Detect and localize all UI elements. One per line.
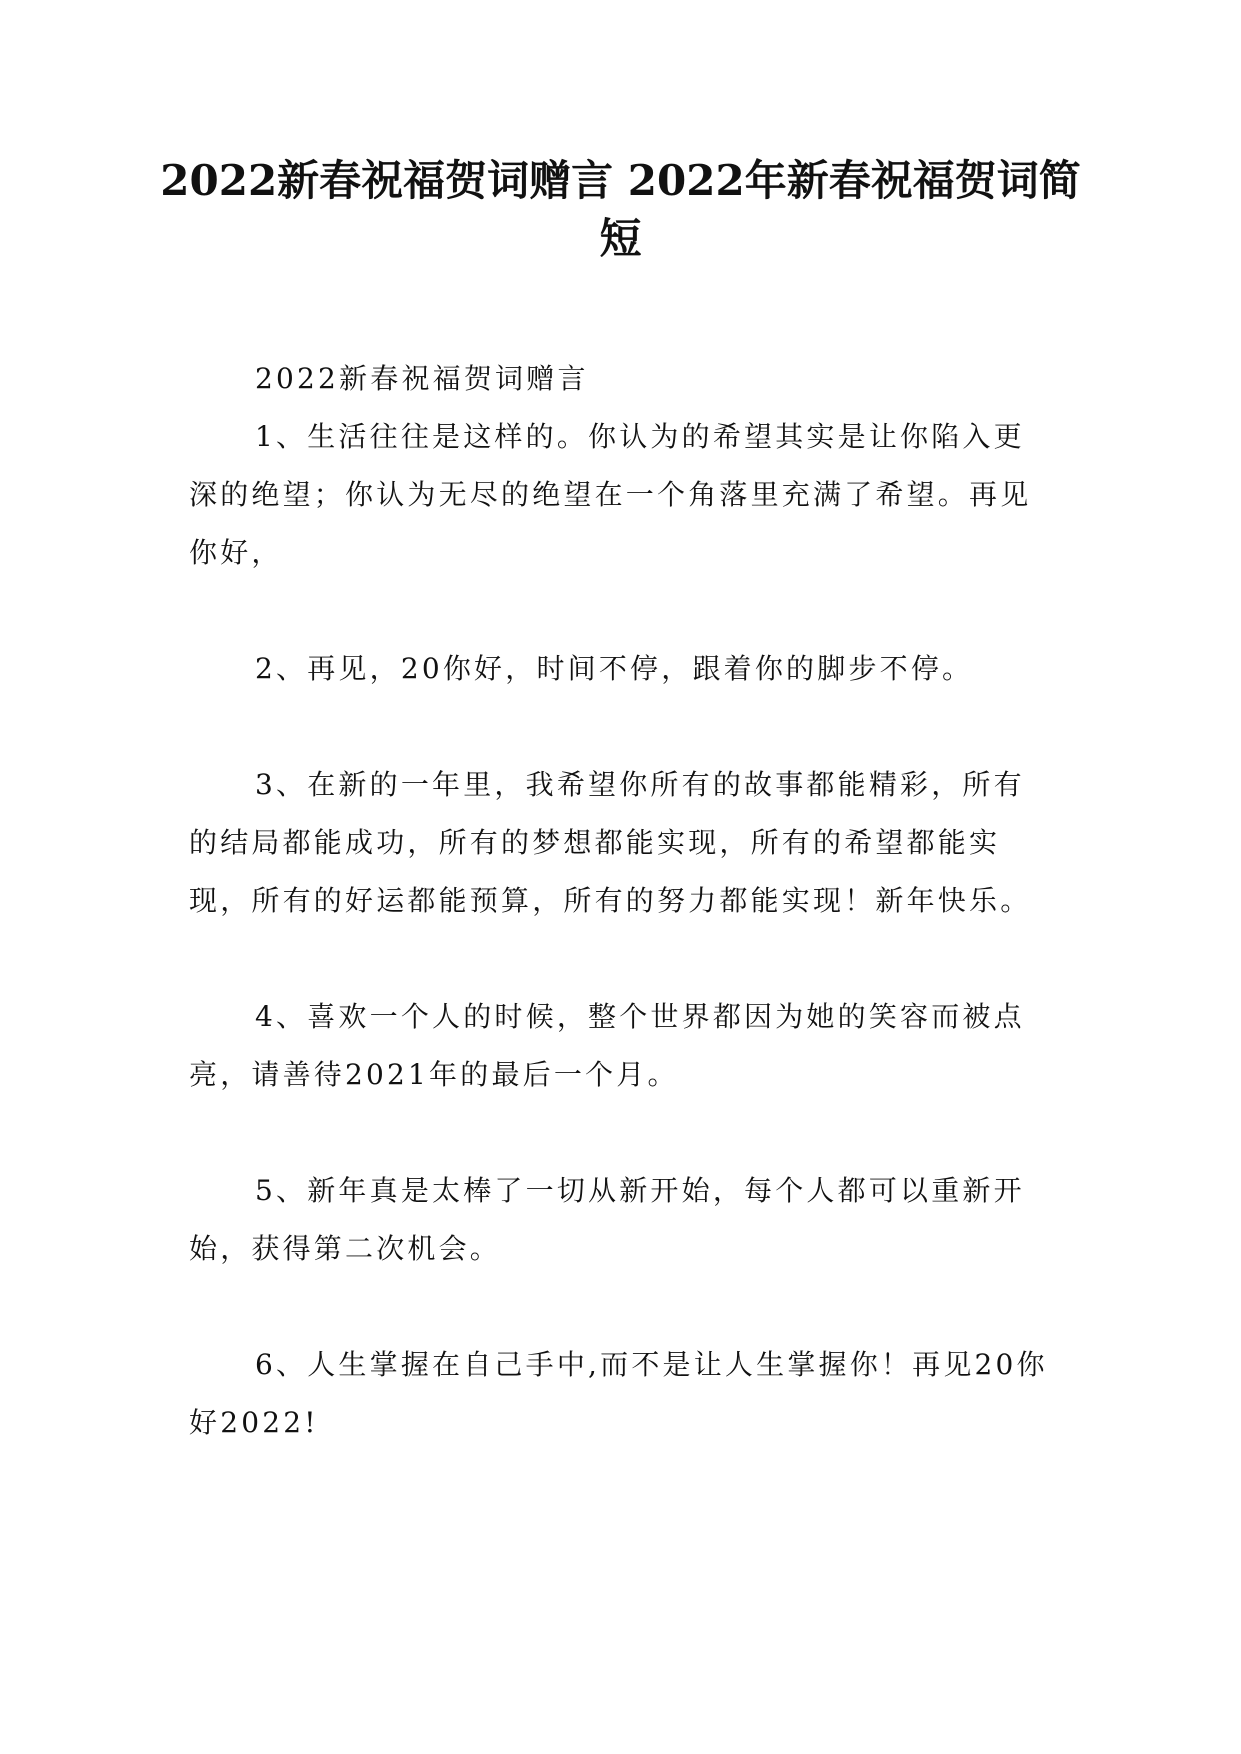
paragraph-3: 3、在新的一年里，我希望你所有的故事都能精彩，所有的结局都能成功，所有的梦想都能实现，所有的希望都能实现，所有的好运都能预算，所有的努力都能实现！新年快乐。 (189, 768, 1032, 917)
document-body (189, 350, 1055, 1452)
document-title: 2022新春祝福贺词赠言 2022年新春祝福贺词简短 (160, 156, 1081, 263)
paragraph-4: 4、喜欢一个人的时候，整个世界都因为她的笑容而被点亮，请善待2021年的最后一个月。 (189, 1000, 1025, 1091)
section-heading: 2022新春祝福贺词赠言 (255, 362, 589, 395)
paragraph-6: 6、人生掌握在自己手中,而不是让人生掌握你！再见20你好2022! (189, 1348, 1048, 1439)
paragraph-1: 1、生活往往是这样的。你认为的希望其实是让你陷入更深的绝望；你认为无尽的绝望在一个角落里充满了希望。再见你好， (189, 420, 1032, 569)
paragraph-5: 5、新年真是太棒了一切从新开始，每个人都可以重新开始，获得第二次机会。 (189, 1174, 1025, 1265)
paragraph-2: 2、再见，20你好，时间不停，跟着你的脚步不停。 (255, 652, 974, 685)
